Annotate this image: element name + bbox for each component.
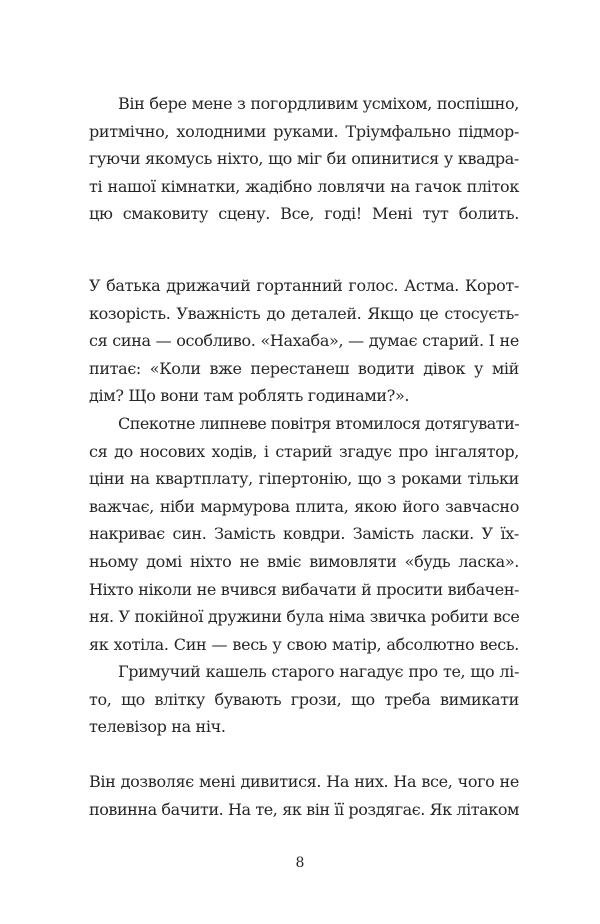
text-line: ся до носових ходів, і старий згадує про інгалятор, [89,441,519,461]
paragraph-1 [89,90,519,228]
text-line: питає: «Коли вже перестанеш водити дівок у мій [89,358,519,378]
text-line: гуючи якомусь ніхто, що міг би опинитися у квадра- [89,149,519,169]
paragraph-4 [89,658,519,741]
text-line: важчає, ніби мармурова плита, якою його завчасно [89,496,519,516]
text-line: ньому домі ніхто не вміє вимовляти «будь ласка». [89,551,519,571]
text-line: ся сина — особливо. «Нахаба», — думає старий. І не [89,331,519,351]
text-line: ритмічно, холодними руками. Тріумфально підмор- [89,121,519,141]
text-line: Ніхто ніколи не вчився вибачати й просити вибачен- [89,579,519,599]
paragraph-3 [89,410,519,658]
text-line: Гримучий кашель старого нагадує про те, що лі- [118,662,519,681]
text-line: Він бере мене з погордливим усміхом, поспішно, [118,94,519,113]
paragraph-5 [89,768,519,823]
text-line: У батька дрижачий гортанний голос. Астма. Корот- [89,276,519,295]
text-line: телевізор на ніч. [89,717,226,737]
text-line: Спекотне липневе повітря втомилося дотягувати- [118,414,520,433]
text-line: то, що влітку бувають грози, що треба вимикати [89,689,519,709]
text-line: ті нашої кімнатки, жадібно ловлячи на гачок пліток [89,176,519,196]
text-line: ня. У покійної дружини була німа звичка робити все [89,607,520,627]
text-line: цю смаковиту сцену. Все, годі! Мені тут болить. [89,204,519,224]
text-line: козорість. Уважність до деталей. Якщо це стосуєть- [89,303,519,323]
page-number: 8 [295,855,305,871]
text-line: ціни на квартплату, гіпертонію, що з роками тільки [89,469,519,489]
text-line: накриває син. Замість ковдри. Замість ласки. У їх- [89,524,519,544]
text-line: дім? Що вони там роблять годинами?». [89,386,410,406]
text-line: Він дозволяє мені дивитися. На них. На все, чого не [89,772,519,791]
text-line: як хотіла. Син — весь у свою матір, абсолютно весь. [89,634,519,654]
text-line: повинна бачити. На те, як він її роздягає. Як літаком [89,799,519,819]
paragraph-2 [89,272,519,410]
